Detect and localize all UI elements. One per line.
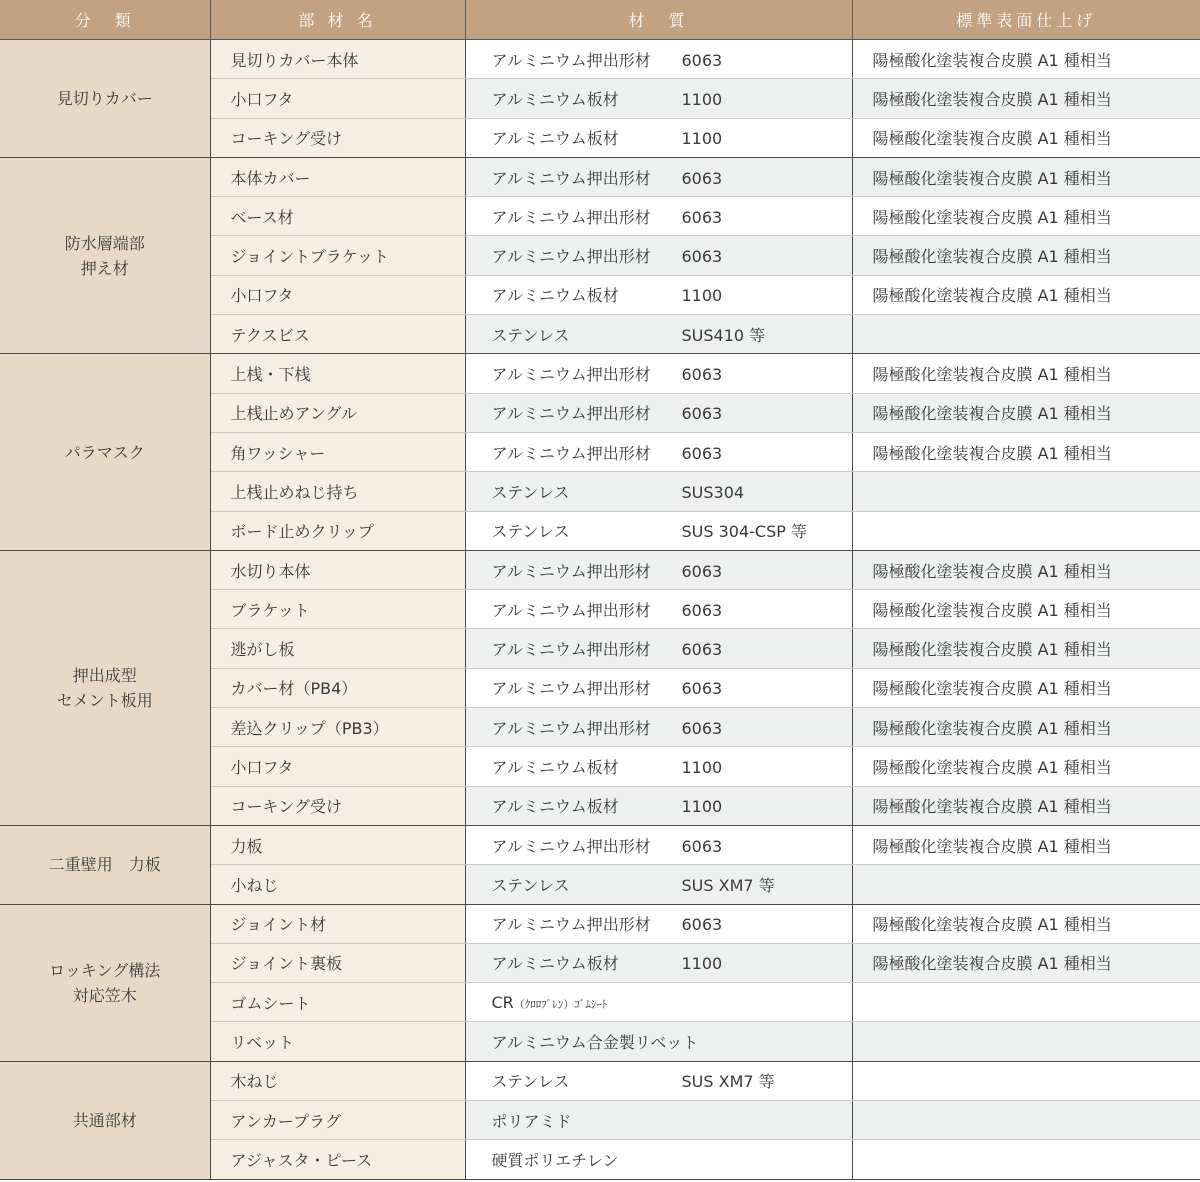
category-cell	[0, 904, 210, 1061]
material-name: ポリアミド	[491, 1111, 572, 1131]
header-material: 材 質	[465, 0, 852, 40]
material-cell	[465, 668, 852, 707]
table-row	[0, 354, 1200, 393]
material-cell	[465, 79, 852, 118]
material-cell	[465, 786, 852, 825]
table-row	[0, 40, 1200, 79]
table-body	[0, 40, 1200, 1180]
material-name: アルミニウム押出形材	[491, 718, 651, 738]
table-row	[0, 825, 1200, 864]
material-cell	[465, 1022, 852, 1061]
finish-cell: 陽極酸化塗装複合皮膜 A1 種相当	[852, 668, 1200, 707]
material-cell	[465, 708, 852, 747]
finish-cell: 陽極酸化塗装複合皮膜 A1 種相当	[852, 236, 1200, 275]
material-cell	[465, 983, 852, 1022]
finish-cell: 陽極酸化塗装複合皮膜 A1 種相当	[852, 354, 1200, 393]
category-cell	[0, 550, 210, 825]
material-cell	[465, 1140, 852, 1179]
category-label: 二重壁用 力板	[48, 855, 161, 875]
finish-cell	[852, 983, 1200, 1022]
finish-cell: 陽極酸化塗装複合皮膜 A1 種相当	[852, 393, 1200, 432]
category-label: 押え材	[80, 258, 129, 278]
finish-cell	[852, 1140, 1200, 1179]
material-cell	[465, 315, 852, 354]
part-name-cell: 見切りカバー本体	[210, 40, 465, 79]
part-name-cell: ジョイント裏板	[210, 943, 465, 982]
material-cell	[465, 590, 852, 629]
part-name-cell: 小口フタ	[210, 79, 465, 118]
category-cell	[0, 354, 210, 550]
material-grade: 1100	[681, 129, 723, 149]
finish-cell: 陽極酸化塗装複合皮膜 A1 種相当	[852, 40, 1200, 79]
material-grade: 6063	[681, 50, 723, 70]
material-name: ステンレス	[491, 482, 570, 502]
material-cell	[465, 432, 852, 471]
material-name: アルミニウム押出形材	[491, 600, 651, 620]
material-name: ステンレス	[491, 1072, 570, 1092]
table-row	[0, 550, 1200, 589]
finish-cell: 陽極酸化塗装複合皮膜 A1 種相当	[852, 708, 1200, 747]
material-name: ステンレス	[491, 325, 570, 345]
finish-cell: 陽極酸化塗装複合皮膜 A1 種相当	[852, 943, 1200, 982]
material-name: アルミニウム押出形材	[491, 640, 651, 660]
category-label: 見切りカバー	[56, 88, 153, 108]
part-name-cell: 小口フタ	[210, 275, 465, 314]
material-grade: 6063	[681, 365, 723, 385]
category-label: 押出成型	[72, 665, 137, 685]
finish-cell	[852, 472, 1200, 511]
finish-cell	[852, 865, 1200, 904]
material-cell	[465, 511, 852, 550]
part-name-cell: 水切り本体	[210, 550, 465, 589]
finish-cell: 陽極酸化塗装複合皮膜 A1 種相当	[852, 629, 1200, 668]
material-name: アルミニウム板材	[491, 286, 619, 306]
finish-cell: 陽極酸化塗装複合皮膜 A1 種相当	[852, 590, 1200, 629]
table-row	[0, 904, 1200, 943]
finish-cell	[852, 511, 1200, 550]
material-name: アルミニウム押出形材	[491, 915, 651, 935]
finish-cell: 陽極酸化塗装複合皮膜 A1 種相当	[852, 157, 1200, 196]
finish-cell	[852, 1022, 1200, 1061]
material-name: アルミニウム板材	[491, 757, 619, 777]
part-name-cell: 上桟・下桟	[210, 354, 465, 393]
part-name-cell: 力板	[210, 825, 465, 864]
material-name: アルミニウム合金製リベット	[491, 1033, 699, 1053]
finish-cell: 陽極酸化塗装複合皮膜 A1 種相当	[852, 786, 1200, 825]
material-grade: 6063	[681, 836, 723, 856]
material-cell	[465, 354, 852, 393]
material-grade: 6063	[681, 404, 723, 424]
table-row	[0, 1061, 1200, 1100]
part-name-cell: リベット	[210, 1022, 465, 1061]
material-name: アルミニウム押出形材	[491, 207, 651, 227]
finish-cell: 陽極酸化塗装複合皮膜 A1 種相当	[852, 747, 1200, 786]
material-grade: SUS XM7 等	[681, 875, 775, 895]
material-name: アルミニウム板材	[491, 129, 619, 149]
table-row	[0, 157, 1200, 196]
finish-cell: 陽極酸化塗装複合皮膜 A1 種相当	[852, 550, 1200, 589]
material-name: アルミニウム押出形材	[491, 168, 651, 188]
material-grade: 6063	[681, 718, 723, 738]
material-grade: SUS304	[681, 482, 745, 502]
part-name-cell: 上桟止めねじ持ち	[210, 472, 465, 511]
part-name-cell: ボード止めクリップ	[210, 511, 465, 550]
material-cell	[465, 40, 852, 79]
category-cell	[0, 40, 210, 158]
category-label: セメント板用	[56, 690, 153, 710]
part-name-cell: 差込クリップ（PB3）	[210, 708, 465, 747]
category-label: 防水層端部	[64, 233, 145, 253]
material-grade: 1100	[681, 757, 723, 777]
header-category: 分 類	[0, 0, 210, 40]
category-label: 共通部材	[72, 1110, 137, 1130]
material-cell	[465, 943, 852, 982]
material-name: ステンレス	[491, 875, 570, 895]
material-grade: 6063	[681, 915, 723, 935]
material-grade: 1100	[681, 286, 723, 306]
material-cell	[465, 1101, 852, 1140]
material-name: 硬質ポリエチレン	[491, 1150, 619, 1170]
material-cell	[465, 747, 852, 786]
header-row	[0, 0, 1200, 40]
part-name-cell: ゴムシート	[210, 983, 465, 1022]
category-label: パラマスク	[64, 442, 145, 462]
header-finish: 標準表面仕上げ	[852, 0, 1200, 40]
material-grade: SUS XM7 等	[681, 1072, 775, 1092]
category-cell	[0, 157, 210, 353]
part-name-cell: ブラケット	[210, 590, 465, 629]
part-name-cell: ジョイント材	[210, 904, 465, 943]
finish-cell: 陽極酸化塗装複合皮膜 A1 種相当	[852, 118, 1200, 157]
material-cell	[465, 197, 852, 236]
material-grade: 1100	[681, 797, 723, 817]
finish-cell: 陽極酸化塗装複合皮膜 A1 種相当	[852, 197, 1200, 236]
part-name-cell: コーキング受け	[210, 118, 465, 157]
material-name: アルミニウム押出形材	[491, 561, 651, 581]
finish-cell: 陽極酸化塗装複合皮膜 A1 種相当	[852, 432, 1200, 471]
material-cell	[465, 118, 852, 157]
part-name-cell: 小口フタ	[210, 747, 465, 786]
material-grade: 1100	[681, 89, 723, 109]
category-label: ロッキング構法	[49, 960, 161, 980]
part-name-cell: 本体カバー	[210, 157, 465, 196]
category-label: 対応笠木	[72, 985, 137, 1005]
part-name-cell: アンカープラグ	[210, 1101, 465, 1140]
material-cell	[465, 236, 852, 275]
material-name: アルミニウム押出形材	[491, 679, 651, 699]
material-cell	[465, 1061, 852, 1100]
part-name-cell: ジョイントブラケット	[210, 236, 465, 275]
material-cell	[465, 157, 852, 196]
finish-cell	[852, 315, 1200, 354]
material-name: アルミニウム押出形材	[491, 404, 651, 424]
material-grade: 6063	[681, 207, 723, 227]
part-name-cell: アジャスタ・ピース	[210, 1140, 465, 1179]
part-name-cell: 角ワッシャー	[210, 432, 465, 471]
material-grade: 6063	[681, 247, 723, 267]
material-name: アルミニウム板材	[491, 797, 619, 817]
material-grade: 1100	[681, 954, 723, 974]
material-cell	[465, 865, 852, 904]
part-name-cell: 木ねじ	[210, 1061, 465, 1100]
material-name: CR	[491, 992, 514, 1012]
material-name: アルミニウム押出形材	[491, 836, 651, 856]
material-cell	[465, 550, 852, 589]
material-name: アルミニウム押出形材	[491, 365, 651, 385]
material-grade: 6063	[681, 600, 723, 620]
part-name-cell: ベース材	[210, 197, 465, 236]
material-note: （ｸﾛﾛﾌﾟﾚﾝ）ｺﾞﾑｼｰﾄ	[513, 997, 608, 1011]
finish-cell: 陽極酸化塗装複合皮膜 A1 種相当	[852, 79, 1200, 118]
material-cell	[465, 393, 852, 432]
material-cell	[465, 825, 852, 864]
category-cell	[0, 1061, 210, 1179]
part-name-cell: 上桟止めアングル	[210, 393, 465, 432]
finish-cell: 陽極酸化塗装複合皮膜 A1 種相当	[852, 904, 1200, 943]
material-cell	[465, 275, 852, 314]
part-name-cell: 逃がし板	[210, 629, 465, 668]
part-name-cell: カバー材（PB4）	[210, 668, 465, 707]
part-name-cell: テクスビス	[210, 315, 465, 354]
material-cell	[465, 629, 852, 668]
material-grade: 6063	[681, 679, 723, 699]
finish-cell: 陽極酸化塗装複合皮膜 A1 種相当	[852, 825, 1200, 864]
material-name: ステンレス	[491, 522, 570, 542]
material-grade: 6063	[681, 640, 723, 660]
material-cell	[465, 904, 852, 943]
material-cell	[465, 472, 852, 511]
material-name: アルミニウム押出形材	[491, 247, 651, 267]
material-grade: SUS 304-CSP 等	[681, 522, 807, 542]
finish-cell	[852, 1101, 1200, 1140]
category-cell	[0, 825, 210, 904]
finish-cell	[852, 1061, 1200, 1100]
part-name-cell: コーキング受け	[210, 786, 465, 825]
material-grade: 6063	[681, 561, 723, 581]
material-grade: 6063	[681, 168, 723, 188]
part-name-cell: 小ねじ	[210, 865, 465, 904]
material-grade: 6063	[681, 443, 723, 463]
material-name: アルミニウム板材	[491, 954, 619, 974]
material-name: アルミニウム押出形材	[491, 50, 651, 70]
header-part-name: 部 材 名	[210, 0, 465, 40]
material-name: アルミニウム板材	[491, 89, 619, 109]
finish-cell: 陽極酸化塗装複合皮膜 A1 種相当	[852, 275, 1200, 314]
material-grade: SUS410 等	[681, 325, 766, 345]
material-name: アルミニウム押出形材	[491, 443, 651, 463]
